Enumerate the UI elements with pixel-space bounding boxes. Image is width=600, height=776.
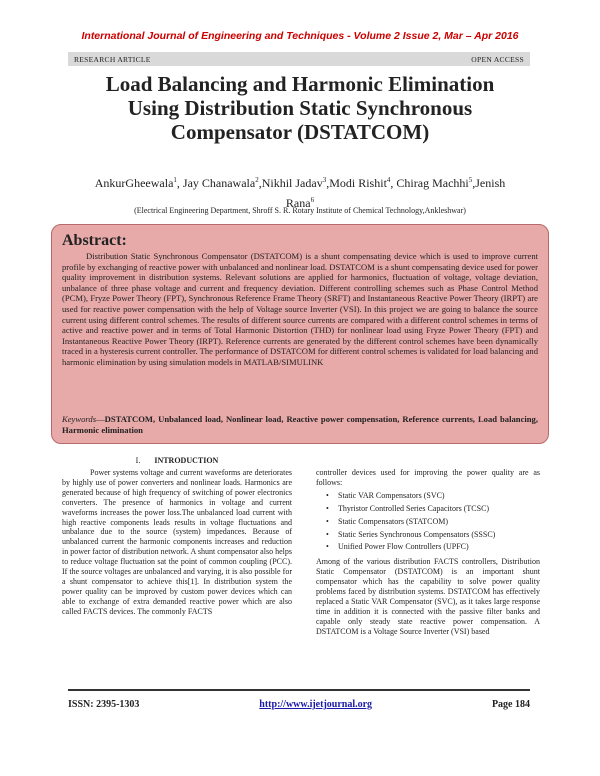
issn: ISSN: 2395-1303 [68,699,140,710]
author-name: Nikhil Jadav [261,176,323,190]
journal-header: International Journal of Engineering and Techniques - Volume 2 Issue 2, Mar – Apr 2016 [81,30,519,42]
page-footer [68,699,530,710]
author-name: Modi Rishit [329,176,387,190]
author-separator: , [258,176,262,190]
list-item: • Static Compensators (STATCOM) [338,517,540,527]
left-column [62,468,292,617]
author-name: AnkurGheewala [94,176,174,190]
footer-divider [68,689,530,691]
title-line: Using Distribution Static Synchronous [127,96,473,120]
keywords-label: Keywords [62,414,97,424]
right-paragraph: Among of the various distribution FACTS controllers, Distribution Static Compensator (DSTATCOM) is an important shunt compensator which has the capability to solve power quality problems faced by distribution systems. DSTATCOM has effectively replaced a Static VAR Compensator (SVC), as it takes large response time in addition it is connected with the passive filter banks and capable only steady state reactive power compensation. A DSTATCOM is a Voltage Source Inverter (VSI) based [316,557,540,636]
author-sup: 1 [173,176,177,184]
author-name: Rana [285,196,311,210]
abstract-heading: Abstract: [62,232,127,249]
journal-link[interactable]: http://www.ijetjournal.org [259,699,373,710]
author-sup: 3 [322,176,327,184]
list-item: • Thyristor Controlled Series Capacitors (TCSC) [338,504,540,514]
article-type-bar [68,52,530,66]
list-item: • Static Series Synchronous Compensators (SSSC) [338,530,540,540]
paper-title [60,72,540,144]
article-type: RESEARCH ARTICLE [74,54,151,64]
section-heading [62,456,292,465]
right-column [316,468,540,637]
facts-device-list [316,491,540,553]
page-number: Page 184 [491,699,530,710]
author-separator: , [326,176,330,190]
author-name: Chirag Machhi [396,176,469,190]
list-item: • Static VAR Compensators (SVC) [338,491,540,501]
author-separator: ,Jenish [472,176,506,190]
author-sup: 6 [310,196,315,204]
intro-paragraph: Power systems voltage and current waveforms are deteriorates by highly use of power converters and nonlinear loads. Harmonics are generated because of high frequency of switching of power electronics converters. The presence of harmonics in voltage and current waveforms increases the power loss.The unbalanced load current with high reactive components leads results in voltage fluctuations and unbalance due to the source (system) impedances. Because of unbalanced current the harmonic components increases and reduction in power factor of distribution network. A shunt compensator also helps to reduce voltage fluctuation sat the point of common coupling (PCC). If the source voltages are unbalanced and varying, it is also possible for a shunt compensator to achieve this[1]. In distribution system the power quality can be improved by custom power devices which can able to exchange of extra demanded reactive power which are also called FACTS devices. The commonly FACTS [62,468,292,616]
author-separator: , [176,176,183,190]
list-item: • Unified Power Flow Controllers (UPFC) [338,542,540,552]
section-number: I. [135,456,141,465]
author-sup: 4 [386,176,391,184]
affiliation: (Electrical Engineering Department, Shroff S. R. Rotary Institute of Chemical Technology,Ankleshwar) [134,206,466,215]
section-title: INTRODUCTION [154,456,219,465]
title-line: Load Balancing and Harmonic Elimination [105,72,495,96]
author-name: Jay Chanawala [182,176,256,190]
author-sup: 2 [255,176,259,184]
right-intro-text: controller devices used for improving the power quality are as follows: [316,468,540,487]
keywords-text: DSTATCOM, Unbalanced load, Nonlinear load, Reactive power compensation, Reference currents, Load balancing, Harmonic elimination [62,414,538,435]
keywords [62,414,538,435]
title-line: Compensator (DSTATCOM) [170,120,430,144]
author-separator: , [390,176,397,190]
author-sup: 5 [468,176,473,184]
keywords-separator: — [96,414,105,424]
abstract-text: Distribution Static Synchronous Compensator (DSTATCOM) is a shunt compensating device which is used to improve current profile by exchanging of reactive power with unbalanced and nonlinear load. DSTATCOM is a shunt compensating device used for power quality improvement in distribution systems. Relevant solutions are applied for harmonics, fluctuation of voltage, voltage deviation, unbalance of three phase voltage and current and frequency deviation. Different controlling schemes such as Phase Control Method (PCM), Fryze Power Theory (FPT), Synchronous Reference Frame Theory (SRFT) and Instantaneous Reactive Power Theory (IRPT) are used for reactive power compensation with the help of Voltage source Inverter (VSI). In this project we are going to balance the source current using different control schemes. The results of different source currents are compared with a different control schemes in terms of active and reactive power and in terms of Total Harmonic Distortion (THD) for nonlinear load using Fryze Power Theory (FPT) and Instantaneous Reactive Power Theory (IRPT). Reference currents are generated by the different control schemes have been dynamically traced in a hysteresis current controller. The performance of DSTATCOM for different control schemes is validated for load balancing and harmonic elimination by using simulation models in MATLAB/SIMULINK [62,251,538,367]
open-access-label: OPEN ACCESS [471,54,524,64]
